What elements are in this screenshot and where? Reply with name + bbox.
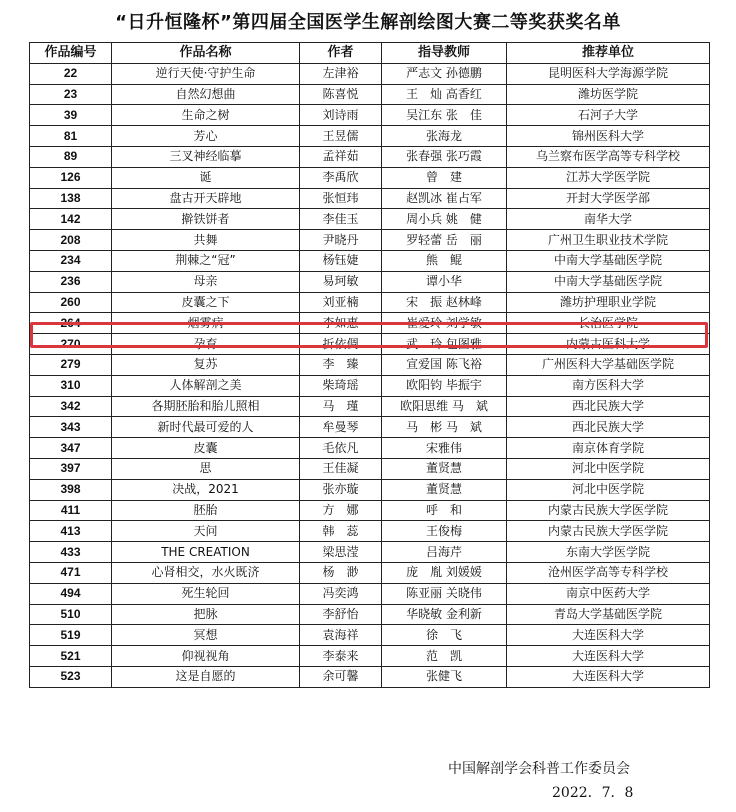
- table-row: [30, 84, 710, 105]
- table-row: [30, 188, 710, 209]
- cell-work-title: 各期胚胎和胎儿照相: [112, 396, 300, 417]
- cell-work-title: 孕育: [112, 334, 300, 355]
- cell-author: 韩 蕊: [300, 521, 382, 542]
- cell-work-title: THE CREATION: [112, 542, 300, 563]
- cell-author: 折依倜: [300, 334, 382, 355]
- table-row: [30, 604, 710, 625]
- cell-work-title: 共舞: [112, 230, 300, 251]
- table-row: [30, 313, 710, 334]
- cell-work-id: 411: [30, 500, 112, 521]
- cell-work-id: 81: [30, 126, 112, 147]
- cell-work-id: 398: [30, 479, 112, 500]
- cell-work-title: 擀铁饼者: [112, 209, 300, 230]
- cell-author: 张亦璇: [300, 479, 382, 500]
- cell-advisor: 华晓敏 金利新: [382, 604, 507, 625]
- cell-institution: 大连医科大学: [507, 666, 710, 687]
- table-row: [30, 167, 710, 188]
- cell-author: 李佳玉: [300, 209, 382, 230]
- cell-author: 陈喜悦: [300, 84, 382, 105]
- cell-author: 张恒玮: [300, 188, 382, 209]
- cell-institution: 广州医科大学基础医学院: [507, 354, 710, 375]
- table-header-row: [30, 43, 710, 64]
- cell-institution: 潍坊护理职业学院: [507, 292, 710, 313]
- cell-work-title: 盘古开天辟地: [112, 188, 300, 209]
- table-row: [30, 354, 710, 375]
- table-row: [30, 209, 710, 230]
- table-row: [30, 562, 710, 583]
- cell-author: 袁海祥: [300, 625, 382, 646]
- table-row: [30, 334, 710, 355]
- table-row: [30, 438, 710, 459]
- cell-advisor: 严志文 孙德鹏: [382, 63, 507, 84]
- cell-work-id: 270: [30, 334, 112, 355]
- cell-work-id: 279: [30, 354, 112, 375]
- table-row: [30, 375, 710, 396]
- cell-institution: 南京中医药大学: [507, 583, 710, 604]
- cell-work-id: 397: [30, 458, 112, 479]
- cell-institution: 南京体育学院: [507, 438, 710, 459]
- cell-advisor: 张健飞: [382, 666, 507, 687]
- cell-author: 左津裕: [300, 63, 382, 84]
- table-row: [30, 625, 710, 646]
- cell-advisor: 熊 鲲: [382, 250, 507, 271]
- cell-work-title: 冥想: [112, 625, 300, 646]
- cell-advisor: 罗轻蕾 岳 丽: [382, 230, 507, 251]
- cell-author: 李泰来: [300, 646, 382, 667]
- cell-work-title: 决战，2021: [112, 479, 300, 500]
- table-row: [30, 500, 710, 521]
- cell-advisor: 张春强 张巧霞: [382, 146, 507, 167]
- cell-work-title: 荆棘之“冠”: [112, 250, 300, 271]
- cell-work-id: 494: [30, 583, 112, 604]
- cell-advisor: 王俊梅: [382, 521, 507, 542]
- cell-advisor: 董贤慧: [382, 479, 507, 500]
- cell-work-id: 208: [30, 230, 112, 251]
- cell-work-id: 23: [30, 84, 112, 105]
- cell-author: 柴琦瑶: [300, 375, 382, 396]
- cell-author: 方 娜: [300, 500, 382, 521]
- cell-work-title: 逆行天使·守护生命: [112, 63, 300, 84]
- cell-institution: 乌兰察布医学高等专科学校: [507, 146, 710, 167]
- awards-table: [29, 42, 710, 688]
- cell-institution: 石河子大学: [507, 105, 710, 126]
- cell-author: 杨钰婕: [300, 250, 382, 271]
- cell-institution: 沧州医学高等专科学校: [507, 562, 710, 583]
- cell-institution: 河北中医学院: [507, 458, 710, 479]
- cell-work-title: 新时代最可爱的人: [112, 417, 300, 438]
- table-row: [30, 105, 710, 126]
- cell-work-id: 510: [30, 604, 112, 625]
- table-row: [30, 63, 710, 84]
- table-row: [30, 417, 710, 438]
- cell-advisor: 周小兵 姚 健: [382, 209, 507, 230]
- cell-institution: 中南大学基础医学院: [507, 271, 710, 292]
- cell-advisor: 欧阳思维 马 斌: [382, 396, 507, 417]
- table-row: [30, 271, 710, 292]
- cell-work-title: 生命之树: [112, 105, 300, 126]
- cell-advisor: 陈亚丽 关晓伟: [382, 583, 507, 604]
- cell-author: 易珂敏: [300, 271, 382, 292]
- cell-institution: 江苏大学医学院: [507, 167, 710, 188]
- cell-author: 余可馨: [300, 666, 382, 687]
- cell-author: 刘诗雨: [300, 105, 382, 126]
- cell-work-id: 260: [30, 292, 112, 313]
- table-row: [30, 396, 710, 417]
- cell-advisor: 崔爱玲 刘学敏: [382, 313, 507, 334]
- cell-work-title: 芳心: [112, 126, 300, 147]
- cell-work-id: 89: [30, 146, 112, 167]
- table-row: [30, 666, 710, 687]
- cell-work-id: 413: [30, 521, 112, 542]
- cell-work-id: 343: [30, 417, 112, 438]
- table-row: [30, 292, 710, 313]
- cell-work-title: 仰视视角: [112, 646, 300, 667]
- cell-work-title: 母亲: [112, 271, 300, 292]
- cell-advisor: 宣爱国 陈飞裕: [382, 354, 507, 375]
- cell-author: 杨 渺: [300, 562, 382, 583]
- cell-author: 牟曼琴: [300, 417, 382, 438]
- cell-work-id: 39: [30, 105, 112, 126]
- cell-advisor: 赵凯冰 崔占军: [382, 188, 507, 209]
- cell-author: 毛依凡: [300, 438, 382, 459]
- cell-work-id: 236: [30, 271, 112, 292]
- cell-author: 马 瑾: [300, 396, 382, 417]
- cell-author: 李如惠: [300, 313, 382, 334]
- cell-work-title: 烟雾病: [112, 313, 300, 334]
- cell-work-id: 142: [30, 209, 112, 230]
- cell-work-title: 这是自愿的: [112, 666, 300, 687]
- table-row: [30, 542, 710, 563]
- cell-institution: 青岛大学基础医学院: [507, 604, 710, 625]
- cell-institution: 锦州医科大学: [507, 126, 710, 147]
- cell-advisor: 马 彬 马 斌: [382, 417, 507, 438]
- cell-work-id: 433: [30, 542, 112, 563]
- issue-date: 2022．7．8: [552, 785, 634, 801]
- cell-institution: 开封大学医学部: [507, 188, 710, 209]
- cell-work-title: 自然幻想曲: [112, 84, 300, 105]
- document-title: “日升恒隆杯”第四届全国医学生解剖绘图大赛二等奖获奖名单: [115, 12, 621, 33]
- cell-author: 孟祥茹: [300, 146, 382, 167]
- cell-advisor: 徐 飞: [382, 625, 507, 646]
- cell-work-id: 523: [30, 666, 112, 687]
- header-author: 作者: [300, 43, 382, 64]
- cell-advisor: 张海龙: [382, 126, 507, 147]
- cell-institution: 内蒙古民族大学医学院: [507, 500, 710, 521]
- cell-work-id: 234: [30, 250, 112, 271]
- cell-advisor: 庞 胤 刘媛媛: [382, 562, 507, 583]
- table-row: [30, 230, 710, 251]
- cell-work-title: 天问: [112, 521, 300, 542]
- cell-author: 冯奕鸿: [300, 583, 382, 604]
- table-row: [30, 646, 710, 667]
- cell-work-id: 126: [30, 167, 112, 188]
- cell-work-title: 把脉: [112, 604, 300, 625]
- cell-work-title: 死生轮回: [112, 583, 300, 604]
- cell-work-title: 复苏: [112, 354, 300, 375]
- cell-institution: 西北民族大学: [507, 417, 710, 438]
- header-work-id: 作品编号: [30, 43, 112, 64]
- table-row: [30, 146, 710, 167]
- cell-institution: 广州卫生职业技术学院: [507, 230, 710, 251]
- cell-institution: 潍坊医学院: [507, 84, 710, 105]
- cell-author: 王佳凝: [300, 458, 382, 479]
- cell-work-id: 264: [30, 313, 112, 334]
- cell-institution: 河北中医学院: [507, 479, 710, 500]
- cell-author: 李舒怡: [300, 604, 382, 625]
- table-row: [30, 126, 710, 147]
- cell-author: 王昱儒: [300, 126, 382, 147]
- cell-author: 尹晓丹: [300, 230, 382, 251]
- table-row: [30, 583, 710, 604]
- cell-work-id: 521: [30, 646, 112, 667]
- table-row: [30, 458, 710, 479]
- header-advisor: 指导教师: [382, 43, 507, 64]
- cell-institution: 南华大学: [507, 209, 710, 230]
- cell-work-id: 22: [30, 63, 112, 84]
- cell-author: 李 臻: [300, 354, 382, 375]
- cell-institution: 东南大学医学院: [507, 542, 710, 563]
- cell-institution: 中南大学基础医学院: [507, 250, 710, 271]
- cell-advisor: 吕海芹: [382, 542, 507, 563]
- cell-institution: 内蒙古民族大学医学院: [507, 521, 710, 542]
- cell-advisor: 武 玲 包图雅: [382, 334, 507, 355]
- cell-author: 李禹欣: [300, 167, 382, 188]
- cell-work-title: 皮囊之下: [112, 292, 300, 313]
- cell-work-id: 342: [30, 396, 112, 417]
- cell-author: 刘亚楠: [300, 292, 382, 313]
- header-institution: 推荐单位: [507, 43, 710, 64]
- cell-work-id: 347: [30, 438, 112, 459]
- cell-work-id: 519: [30, 625, 112, 646]
- table-row: [30, 521, 710, 542]
- cell-work-title: 三叉神经临摹: [112, 146, 300, 167]
- issuing-organization: 中国解剖学会科普工作委员会: [448, 761, 630, 777]
- cell-advisor: 董贤慧: [382, 458, 507, 479]
- cell-author: 梁思滢: [300, 542, 382, 563]
- cell-work-id: 138: [30, 188, 112, 209]
- cell-work-title: 皮囊: [112, 438, 300, 459]
- cell-advisor: 呼 和: [382, 500, 507, 521]
- cell-advisor: 谭小华: [382, 271, 507, 292]
- cell-institution: 长治医学院: [507, 313, 710, 334]
- cell-advisor: 宋 振 赵林峰: [382, 292, 507, 313]
- cell-institution: 内蒙古医科大学: [507, 334, 710, 355]
- cell-advisor: 欧阳钧 毕振宇: [382, 375, 507, 396]
- cell-work-id: 471: [30, 562, 112, 583]
- cell-work-title: 胚胎: [112, 500, 300, 521]
- cell-advisor: 范 凯: [382, 646, 507, 667]
- cell-institution: 大连医科大学: [507, 625, 710, 646]
- cell-institution: 昆明医科大学海源学院: [507, 63, 710, 84]
- cell-work-id: 310: [30, 375, 112, 396]
- cell-work-title: 人体解剖之美: [112, 375, 300, 396]
- cell-institution: 大连医科大学: [507, 646, 710, 667]
- cell-work-title: 思: [112, 458, 300, 479]
- cell-institution: 西北民族大学: [507, 396, 710, 417]
- cell-advisor: 王 灿 高香红: [382, 84, 507, 105]
- cell-institution: 南方医科大学: [507, 375, 710, 396]
- cell-advisor: 曾 建: [382, 167, 507, 188]
- cell-work-title: 诞: [112, 167, 300, 188]
- cell-work-title: 心肾相交，水火既济: [112, 562, 300, 583]
- cell-advisor: 吴江东 张 佳: [382, 105, 507, 126]
- table-row: [30, 250, 710, 271]
- table-row: [30, 479, 710, 500]
- header-work-title: 作品名称: [112, 43, 300, 64]
- cell-advisor: 宋雅伟: [382, 438, 507, 459]
